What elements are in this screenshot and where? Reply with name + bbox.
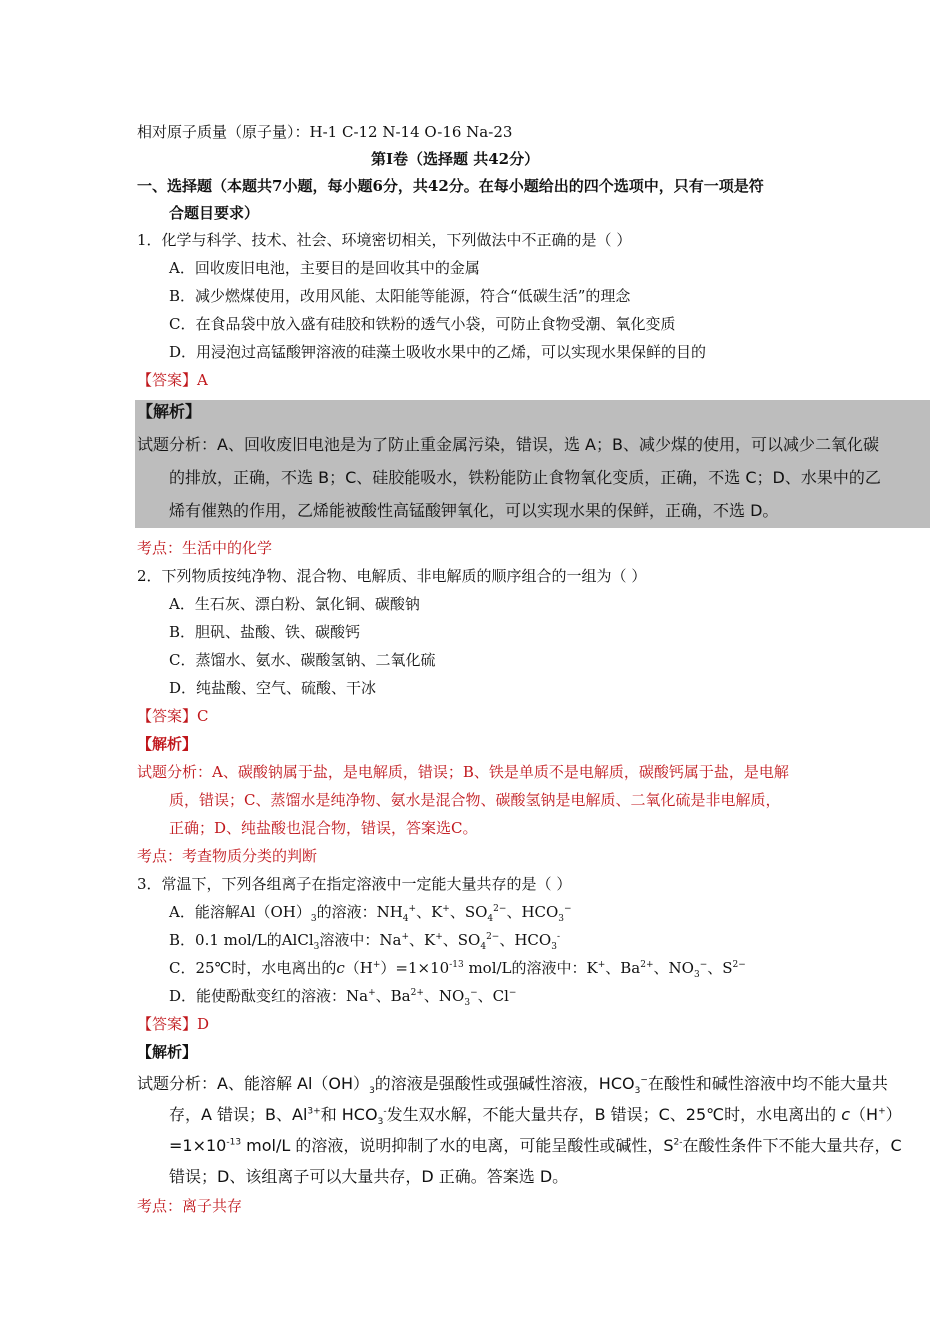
q2-analysis-line-3: 正确；D、纯盐酸也混合物，错误，答案选C。 <box>169 819 478 837</box>
q3-option-b: B．0.1 mol/L的AlCl$_3$溶液中：Na+、K+、$SO_4^{2-}$、$HCO_3^-$ <box>169 931 560 952</box>
q3-kaodian: 考点：离子共存 <box>137 1197 243 1215</box>
q3-option-d: D．能使酚酞变红的溶液：Na+、$Ba^{2+}$、$NO_3^-$、Cl− <box>169 987 517 1008</box>
q2-analysis-line-1: 试题分析：A、碳酸钠属于盐，是电解质，错误；B、铁是单质不是电解质，碳酸钙属于盐，是电解 <box>137 763 789 781</box>
q3-analysis-line-3: $=1\times 10^{-13}$ mol/L 的溶液，说明抑制了水的电离，可能呈酸性或碱性，$S^{2-}$在酸性条件下不能大量共存，C <box>169 1136 902 1155</box>
q3-analysis-line-2: 存，A 错误；B、$Al^{3+}$和 $HCO_3^-$发生双水解，不能大量共存，B 错误；C、25℃时，水电离出的 c（H+） <box>169 1105 902 1128</box>
q1-stem: 1．化学与科学、技术、社会、环境密切相关，下列做法中不正确的是（ ） <box>137 231 632 249</box>
q2-option-c: C．蒸馏水、氨水、碳酸氢钠、二氧化硫 <box>169 651 436 669</box>
instruction-line-1: 一、选择题（本题共7小题，每小题6分，共42分。在每小题给出的四个选项中，只有一项是符 <box>137 177 764 195</box>
q3-option-c: C．25℃时，水电离出的$c(H^+)=1\times 10^{-13}$ mol/L的溶液中：K+、$Ba^{2+}$、$NO_3^-$、$S^{2-}$ <box>169 959 746 980</box>
q3-analysis-line-4: 错误；D、该组离子可以大量共存，D 正确。答案选 D。 <box>169 1167 569 1186</box>
q1-analysis-line-1: 试题分析：A、回收废旧电池是为了防止重金属污染，错误，选 A；B、减少煤的使用，可以减少二氧化碳 <box>137 435 879 454</box>
q2-stem: 2．下列物质按纯净物、混合物、电解质、非电解质的顺序组合的一组为（ ） <box>137 567 647 585</box>
q1-option-d: D．用浸泡过高锰酸钾溶液的硅藻土吸收水果中的乙烯，可以实现水果保鲜的目的 <box>169 343 707 361</box>
q2-option-d: D．纯盐酸、空气、硫酸、干冰 <box>169 679 377 697</box>
q1-answer: 【答案】A <box>137 371 208 389</box>
q3-analysis-title: 【解析】 <box>137 1043 198 1061</box>
q2-kaodian: 考点：考查物质分类的判断 <box>137 847 318 865</box>
q1-kaodian: 考点：生活中的化学 <box>137 539 273 557</box>
q3-answer: 【答案】D <box>137 1015 210 1033</box>
q2-answer: 【答案】C <box>137 707 209 725</box>
q2-analysis-title: 【解析】 <box>137 735 198 753</box>
q1-option-b: B．减少燃煤使用，改用风能、太阳能等能源，符合“低碳生活”的理念 <box>169 287 631 305</box>
q2-analysis-line-2: 质，错误；C、蒸馏水是纯净物、氨水是混合物、碳酸氢钠是电解质、二氧化硫是非电解质， <box>169 791 781 809</box>
q1-analysis-line-3: 烯有催熟的作用，乙烯能被酸性高锰酸钾氧化，可以实现水果的保鲜，正确，不选 D。 <box>169 501 779 520</box>
q1-analysis-title: 【解析】 <box>137 402 202 421</box>
q1-option-c: C．在食品袋中放入盛有硅胶和铁粉的透气小袋，可防止食物受潮、氧化变质 <box>169 315 676 333</box>
atomic-mass-line: 相对原子质量（原子量）：H-1 C-12 N-14 O-16 Na-23 <box>137 123 513 141</box>
q3-option-a: A．能溶解$Al(OH)_3$的溶液：$NH_4^+$、K+、$SO_4^{2-}$、$HCO_3^-$ <box>169 903 572 924</box>
q1-analysis-line-2: 的排放，正确，不选 B；C、硅胶能吸水，铁粉能防止食物氧化变质，正确，不选 C；D、水果中的乙 <box>169 468 881 487</box>
q1-option-a: A．回收废旧电池，主要目的是回收其中的金属 <box>169 259 480 277</box>
q2-option-a: A．生石灰、漂白粉、氯化铜、碳酸钠 <box>169 595 420 613</box>
q3-stem: 3．常温下，下列各组离子在指定溶液中一定能大量共存的是（ ） <box>137 875 572 893</box>
q2-option-b: B．胆矾、盐酸、铁、碳酸钙 <box>169 623 361 641</box>
instruction-line-2: 合题目要求） <box>169 204 260 222</box>
section-title: 第Ⅰ卷（选择题 共42分） <box>371 150 540 168</box>
q3-analysis-line-1: 试题分析：A、能溶解 $Al(OH)_3$的溶液是强酸性或强碱性溶液，$HCO_3^-$在酸性和碱性溶液中均不能大量共 <box>137 1074 888 1097</box>
